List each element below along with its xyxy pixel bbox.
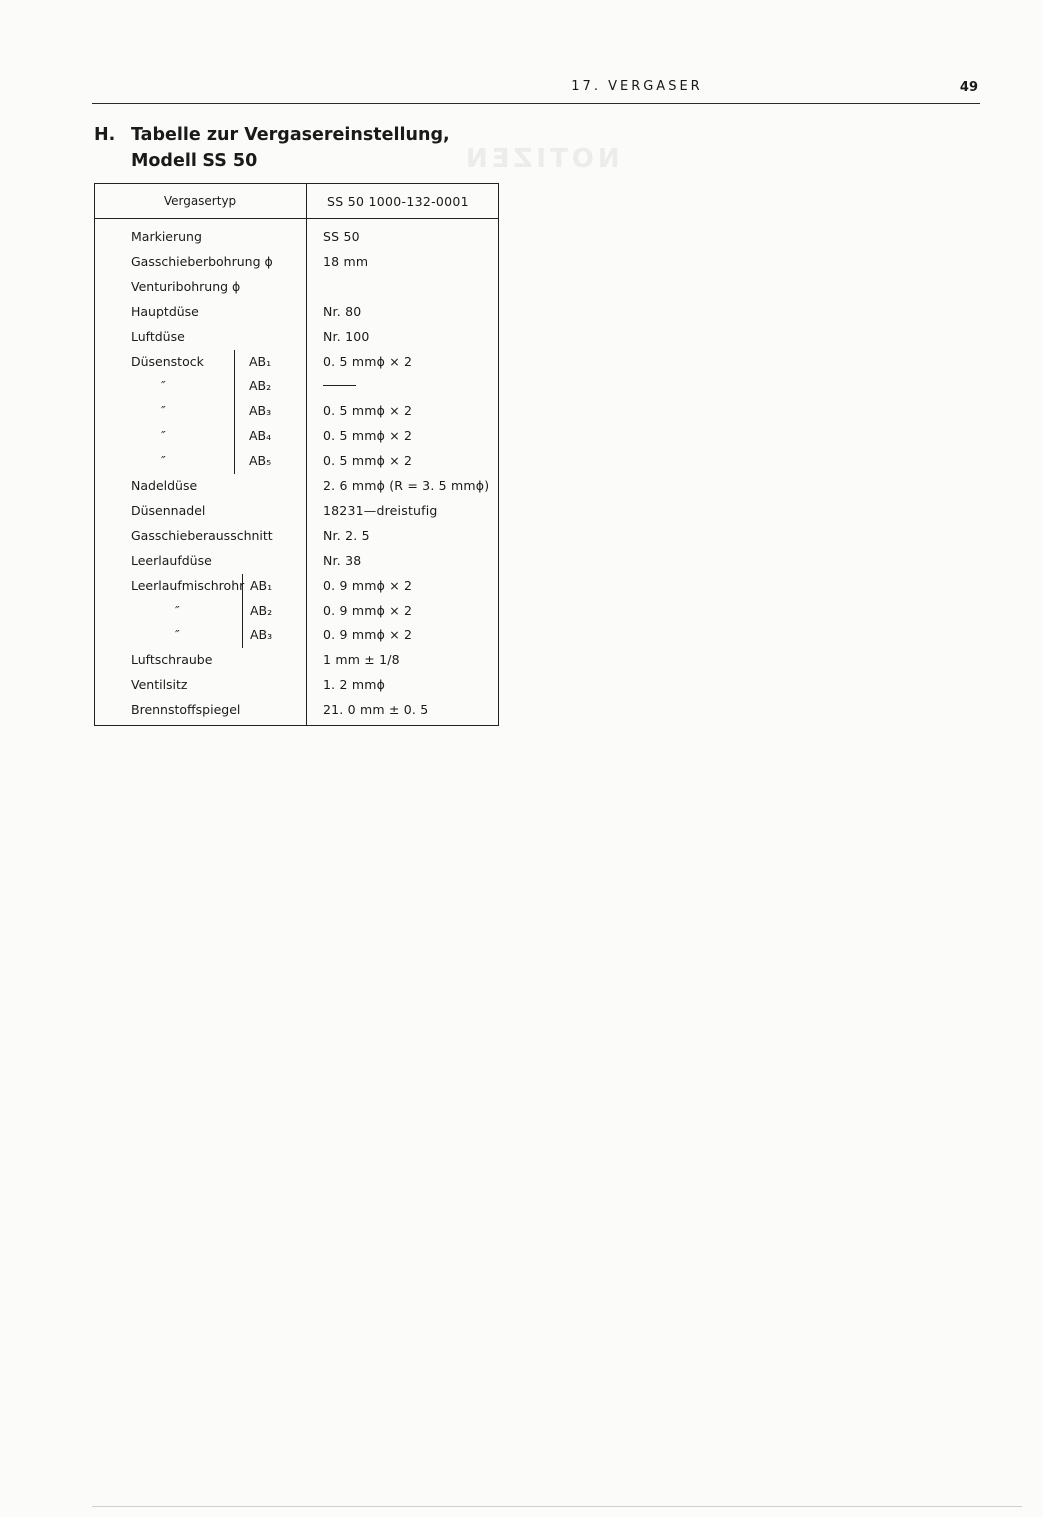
row-label: Nadeldüse [131,478,198,493]
row-label: Brennstoffspiegel [131,702,241,718]
table-row [95,627,498,652]
ditto-mark: ″ [161,453,166,469]
ditto-mark: ″ [161,403,166,419]
section-subtitle [131,148,257,174]
ditto-mark: ″ [175,602,180,618]
table-row [95,304,498,329]
table-row [95,254,498,279]
table-row [95,428,498,453]
row-label: Leerlaufdüse [131,552,212,568]
row-label: Luftdüse [131,328,185,344]
row-sublabel: AB₁ [250,577,273,593]
ditto-mark: ″ [175,627,180,643]
row-value: Nr. 2. 5 [323,527,370,543]
sub-column-divider [242,574,243,649]
row-sublabel: AB₄ [249,428,272,444]
row-value: SS 50 [323,229,360,244]
page-header [92,79,980,104]
section-title: Tabelle zur Vergasereinstellung, [131,125,450,145]
row-value: Nr. 100 [323,328,370,344]
table-row [95,229,498,254]
row-sublabel: AB₁ [249,353,272,369]
show-through-text: NOTIZEN [462,144,620,174]
row-sublabel: AB₂ [250,602,273,618]
row-label: Markierung [131,229,202,244]
page-bottom-edge [92,1506,1022,1507]
section-letter: H. [94,125,116,145]
table-row [95,478,498,503]
row-value: 0. 9 mmϕ × 2 [323,602,413,618]
header-carburetor-type: Vergasertyp [163,194,237,208]
row-label: Düsenstock [131,353,204,369]
row-label: Venturibohrung ϕ [131,278,241,294]
row-value: 1 mm ± 1/8 [323,652,400,668]
row-label: Leerlaufmischrohr [131,577,245,593]
row-value: 0. 5 mmϕ × 2 [323,453,413,469]
table-row [95,453,498,478]
row-label: Hauptdüse [131,303,199,319]
table-row [95,603,498,628]
model-name: SS 50 [202,151,258,171]
model-prefix: Modell [131,151,197,171]
table-row [95,403,498,428]
table-row [95,329,498,354]
row-label: Ventilsitz [131,677,188,693]
header-model-value: SS 50 1000-132-0001 [327,194,469,209]
table-row [95,354,498,379]
table-row [95,702,498,727]
row-value: Nr. 80 [323,303,362,319]
table-row [95,378,498,403]
row-label: Düsennadel [131,502,206,518]
row-value: Nr. 38 [323,552,362,568]
empty-value-dash [323,385,356,386]
table-row [95,677,498,702]
row-label: Luftschraube [131,652,213,668]
table-row [95,553,498,578]
row-value: 18231—dreistufig [323,502,438,518]
row-value: 0. 5 mmϕ × 2 [323,428,413,444]
row-value: 0. 9 mmϕ × 2 [323,577,413,593]
ditto-mark: ″ [161,428,166,444]
page-number: 49 [959,80,978,95]
row-sublabel: AB₃ [250,627,273,643]
row-value: 0. 5 mmϕ × 2 [323,353,413,369]
table-row [95,578,498,603]
row-label: Gasschieberausschnitt [131,527,273,543]
row-value: 1. 2 mmϕ [323,677,386,693]
table-row [95,652,498,677]
chapter-title: 17. VERGASER [571,79,703,94]
table-header-row [95,184,498,219]
table-row [95,503,498,528]
ditto-mark: ″ [161,378,166,394]
row-value: 0. 5 mmϕ × 2 [323,403,413,419]
row-sublabel: AB₃ [249,403,272,419]
row-label: Gasschieberbohrung ϕ [131,253,273,269]
sub-column-divider [234,350,235,475]
row-value: 2. 6 mmϕ (R = 3. 5 mmϕ) [323,478,490,493]
row-sublabel: AB₂ [249,378,272,394]
row-value: 0. 9 mmϕ × 2 [323,627,413,643]
row-value: 21. 0 mm ± 0. 5 [323,702,429,718]
table-row [95,279,498,304]
table-row [95,528,498,553]
row-value: 18 mm [323,253,369,269]
row-sublabel: AB₅ [249,453,272,469]
carburetor-settings-table [94,183,499,726]
